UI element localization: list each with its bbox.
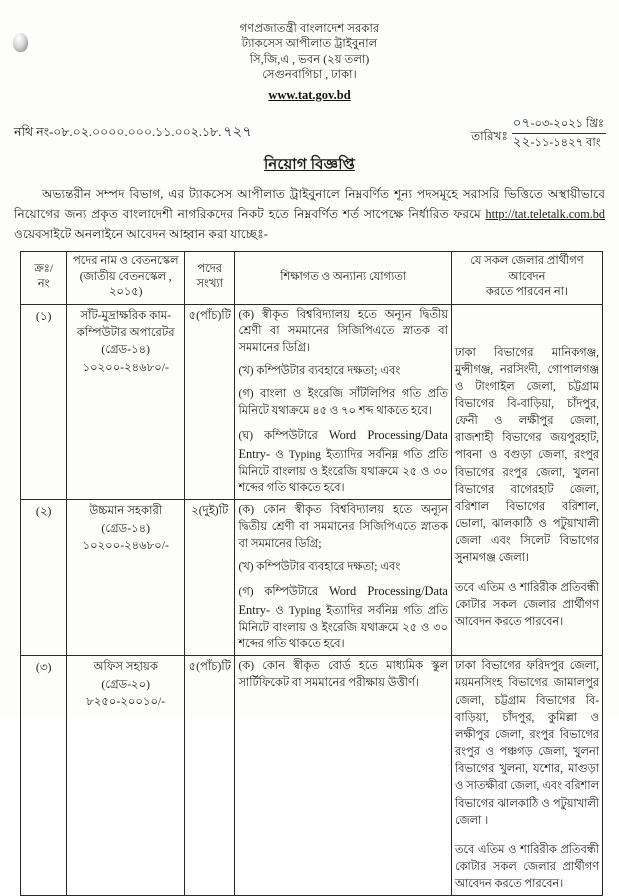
header-line-address: সেগুনবাগিচা , ঢাকা। <box>262 69 357 82</box>
date-gregorian <box>512 115 606 134</box>
row3-districts-main: ঢাকা বিভাগের ফরিদপুর জেলা, ময়মনসিংহ বিভাগের জামালপুর জেলা, চট্টগ্রাম বিভাগের বি-বাড়িয়া, চাঁদপুর, কুমিল্লা ও লক্ষীপুর জেলা, রংপুর বিভাগের রংপুর ও পঞ্চগড় জেলা, খুলনা বিভাগের খুলনা, যশোর, মাগুড়া ও সাতক্ষীরা জেলা, এবং বরিশাল বিভাগের ঝালকাঠি ও পটুয়াখালী জেলা । <box>454 660 599 827</box>
row1-count: ৫(পাঁচ)টি <box>185 304 235 500</box>
application-url-link[interactable]: http://tat.teletalk.com.bd <box>485 206 605 221</box>
table-row <box>21 304 603 500</box>
row1-post-grade: (গ্রেড-১৪) <box>101 343 150 357</box>
row2-qualifications <box>235 500 451 656</box>
header-line-government: গণপ্রজাতন্ত্রী বাংলাদেশ সরকার <box>239 23 380 35</box>
column-header-serial-line1: ক্রঃ/ <box>34 263 54 276</box>
row1-post-name: সাঁট-মুদ্রাক্ষরিক কাম-কম্পিউটার অপারেটর <box>76 308 175 339</box>
row1-qualification-item: (খ) কম্পিউটার ব্যবহারে দক্ষতা; এবং <box>238 365 401 378</box>
row3-post-scale: ৮২৫০-২০০১০/- <box>86 695 166 709</box>
row3-excluded-districts <box>451 656 602 896</box>
column-header-excluded-districts-line2: করতে পারবেন না। <box>485 286 569 299</box>
date-gregorian-rest: -০৩-২০২১ খ্রিঃ <box>530 118 604 131</box>
government-emblem-icon <box>13 33 28 52</box>
row1-qual4-latin: Word Processing/Data Entry- <box>238 427 448 461</box>
column-header-excluded-districts-line1: যে সকল জেলার প্রার্থীগণ আবেদন <box>470 255 584 283</box>
column-header-post-name-line1: পদের নাম ও বেতনস্কেল <box>72 255 179 268</box>
column-header-qualifications <box>235 252 451 304</box>
row3-post-name: অফিস সহায়ক <box>93 660 158 674</box>
row3-districts-note: তবে এতিম ও শারিরীক প্রতিবন্ধী কোটার সকল জেলার প্রার্থীগণ আবেদন করতে পারবেন। <box>454 843 599 891</box>
date-stack <box>512 115 606 153</box>
row2-count: ২(দুই)টি <box>185 500 235 656</box>
row2-qualification-item: (খ) কম্পিউটার ব্যবহারে দক্ষতা; এবং <box>238 560 401 573</box>
row1-qualifications <box>235 304 451 500</box>
notice-title: নিয়োগ বিজ্ঞপ্তি <box>263 157 356 174</box>
header-line-organization: ট্যাকসেস আপীলাত ট্রাইবুনাল <box>241 38 378 51</box>
intro-paragraph <box>14 185 605 244</box>
column-header-qualifications-line1: শিক্ষাগত ও অন্যান্য যোগ্যতা <box>280 270 407 283</box>
date-label: তারিখঃ <box>471 129 508 144</box>
row1-qual4-pre: (ঘ) কম্পিউটারে <box>238 429 329 442</box>
file-number-label: নথি নং-০৮.০২.০০০০.০০০.১১.০০২.১৮. <box>14 125 222 140</box>
row1-qualification-item: (গ) বাংলা ও ইংরেজি সাঁটলিপির গতি প্রতি মিনিটে যথাক্রমে ৪৫ ও ৭০ শব্দ থাকতে হবে। <box>238 388 448 417</box>
row1-districts-note: তবে এতিম ও শারিরীক প্রতিবন্ধী কোটার সকল জেলার প্রার্থীগণ আবেদন করতে পারবেন। <box>454 581 599 628</box>
row3-count: ৫(পাঁচ)টি <box>185 656 235 896</box>
website-link[interactable]: www.tat.gov.bd <box>268 87 351 102</box>
column-header-excluded-districts <box>451 252 602 304</box>
row3-qualification-item: (ক) কোন স্বীকৃত বোর্ড হতে মাধ্যমিক স্কুল সার্টিফিকেট বা সমমানের পরীক্ষায় উত্তীর্ণ। <box>238 660 448 690</box>
document-header <box>0 0 619 105</box>
column-header-post-name <box>67 252 185 304</box>
row2-qual3-pre: (গ) কম্পিউটারে <box>238 585 330 598</box>
row2-post-grade: (গ্রেড-১৪) <box>101 521 150 535</box>
row3-qualifications <box>235 656 451 896</box>
row3-post <box>67 656 185 896</box>
row3-post-grade: (গ্রেড-২০) <box>101 677 150 691</box>
column-header-post-count <box>185 252 235 304</box>
row1-excluded-districts <box>451 304 602 656</box>
row2-qualification-item: (ক) কোন স্বীকৃত বিশ্ববিদ্যালয় হতে অন্যূন দ্বিতীয় শ্রেণী বা সমমানের সিজিপিএতে স্নাতক বা সমমানের ডিগ্রি; <box>238 504 448 551</box>
table-header-row <box>21 252 603 304</box>
row2-post <box>67 500 185 656</box>
date-bangla <box>512 134 606 152</box>
file-number <box>14 120 252 144</box>
date-bangla-handwritten: ২২ <box>512 135 531 151</box>
row1-serial: (১) <box>21 304 67 500</box>
column-header-post-count-line1: পদের <box>197 263 223 276</box>
row2-serial: (২) <box>21 500 67 656</box>
header-line-building: সি,জি,এ , ভবন (২য় তলা) <box>249 53 370 66</box>
memo-row <box>0 117 619 151</box>
row2-post-name: উচ্চমান সহকারী <box>89 504 163 518</box>
column-header-serial <box>21 252 67 304</box>
row1-qualification-item: (ক) স্বীকৃত বিশ্ববিদ্যালয় হতে অন্যূন দ্বিতীয় শ্রেণী বা সমমানের সিজিপিএতে স্নাতক বা সমমানের ডিগ্রি। <box>238 308 448 355</box>
column-header-post-count-line2: সংখ্যা <box>196 278 224 291</box>
row1-qualification-item <box>238 426 447 498</box>
row1-qual4-post: ও Typing ইত্যাদির সর্বনিম্ন গতি প্রতি মিনিটে বাংলায় ও ইংরেজি যথাক্রমে ২৫ ও ৩০ শব্দের গতি থাকতে হবে। <box>238 448 448 495</box>
column-header-post-name-line2: (জাতীয় বেতনস্কেল , ২০১৫) <box>79 270 172 299</box>
file-number-handwritten: ৭২৭ <box>223 124 253 141</box>
table-head <box>21 252 603 304</box>
table-body <box>21 304 603 896</box>
vacancy-table <box>20 251 603 896</box>
row2-qual3-post: ও Typing ইত্যাদির সর্বনিম্ন গতি প্রতি মিনিটে বাংলায় ও ইংরেজি যথাক্রমে ২৫ ও ৩০ শব্দের গতি থাকতে হবে। <box>238 604 448 651</box>
row3-serial: (৩) <box>21 656 67 896</box>
row1-post <box>67 304 185 500</box>
row2-qualification-item <box>238 582 447 654</box>
intro-text-part2: ওয়েবসাইটে অনলাইনে আবেদন আহ্বান করা যাচ্ছেঃ- <box>14 226 268 241</box>
date-bangla-rest: -১১-১৪২৭ বাং <box>530 137 601 150</box>
intro-text-part1: অভ্যন্তরীন সম্পদ বিভাগ, এর ট্যাকসেস আপীলাত ট্রাইবুনালে নিম্নবর্ণিত শূন্য পদসমূহে সরাসরি ভিত্তিতে অস্থায়ীভাবে নিয়োগের জন্য প্রকৃত বাংলাদেশী নাগরিকদের নিকট হতে নিম্নবর্ণিত শর্ত সাপেক্ষে নির্ধারিত ফরমে <box>14 187 605 221</box>
column-header-serial-line2: নং <box>37 278 50 291</box>
row2-qual3-latin: Word Processing/Data Entry- <box>238 583 448 617</box>
row1-post-scale: ১০২০০-২৪৬৮০/- <box>82 360 169 374</box>
date-gregorian-handwritten: ০৭ <box>512 116 531 132</box>
date-block <box>471 115 606 153</box>
row1-districts-main: ঢাকা বিভাগের মানিকগঞ্জ, মুন্সীগঞ্জ, নরসিংদী, গোপালগঞ্জ ও টাংগাইল জেলা, চট্টগ্রাম বিভাগের বি-বাড়িয়া, চাঁদপুর, ফেনী ও লক্ষীপুর জেলা, রাজশাহী বিভাগের জয়পুরহাট, পাবনা ও বগুড়া জেলা, রংপুর বিভাগের রংপুর জেলা, খুলনা বিভাগের বাগেরহাট জেলা, বরিশাল বিভাগের বরিশাল, ভোলা, ঝালকাঠি ও পটুয়াখালী জেলা এবং সিলেট বিভাগের সুনামগঞ্জ জেলা। <box>454 346 599 565</box>
row2-post-scale: ১০২০০-২৪৬৮০/- <box>82 539 169 553</box>
table-row <box>21 656 603 896</box>
